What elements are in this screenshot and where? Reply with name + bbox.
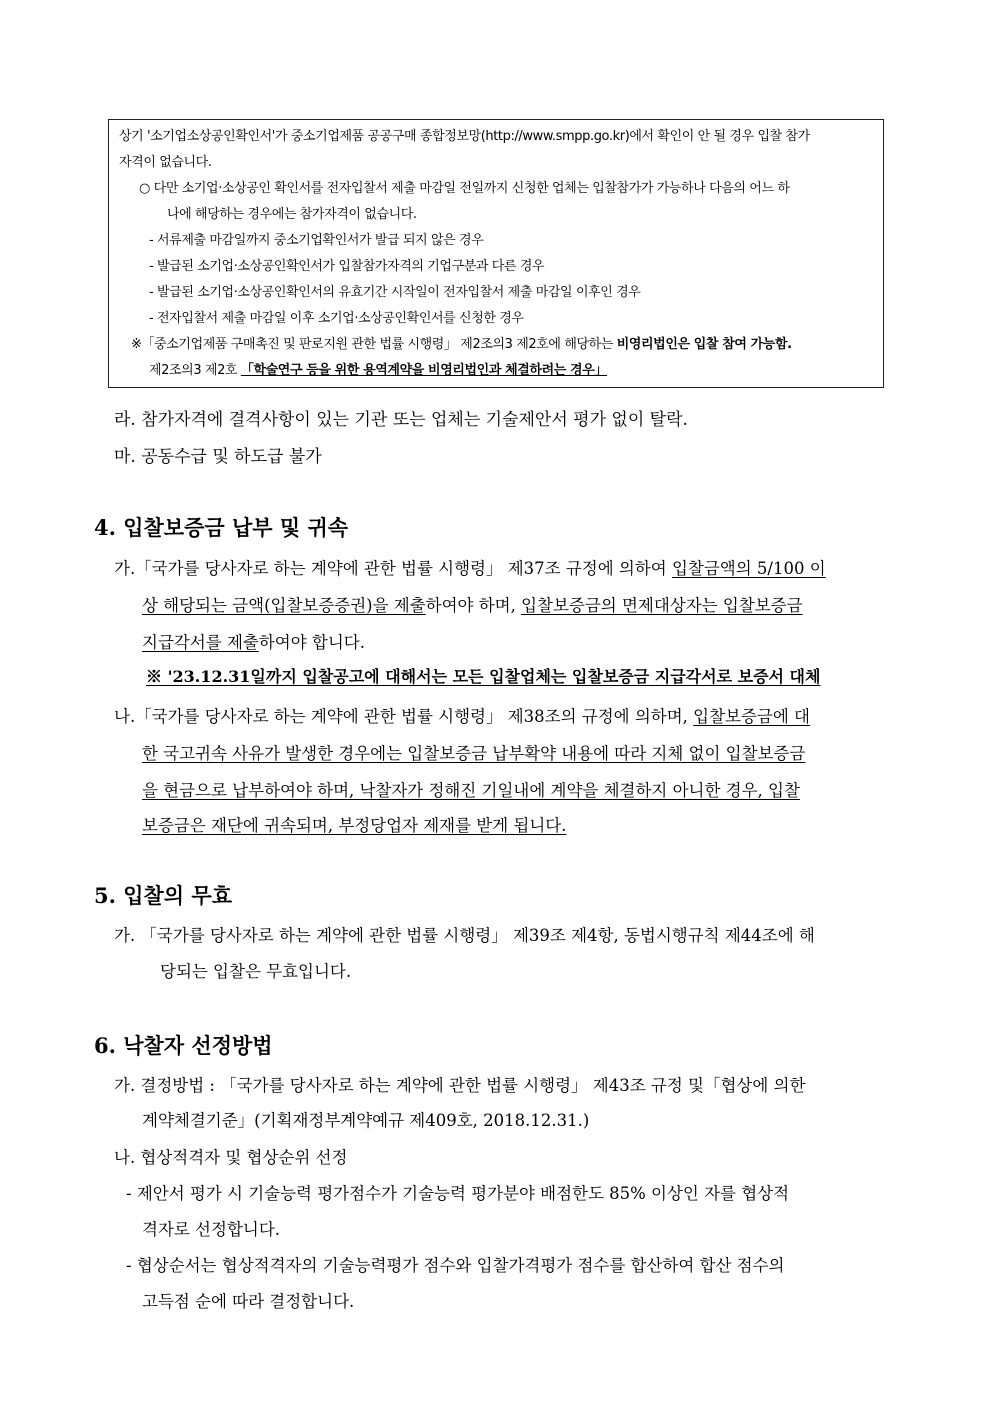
notice-line-10-emphasis: 「학술연구 등을 위한 용역계약을 비영리법인과 체결하려는 경우」 <box>240 363 607 378</box>
s4-ga-line-3-underline: 지급각서를 제출 <box>142 633 259 652</box>
s4-ga-line-1 <box>114 555 898 579</box>
notice-line-1: 상기 '소기업소상공인확인서'가 중소기업제품 공공구매 종합정보망(http://www.smpp.go.kr)에서 확인이 안 될 경우 입찰 참가 <box>119 129 810 144</box>
item-ra: 라. 참가자격에 결격사항이 있는 기관 또는 업체는 기술제안서 평가 없이 탈락. <box>114 410 688 430</box>
notice-box <box>108 119 884 388</box>
notice-line-7: - 발급된 소기업·소상공인확인서의 유효기간 시작일이 전자입찰서 제출 마감일 이후인 경우 <box>149 285 641 300</box>
item-ma: 마. 공동수급 및 하도급 불가 <box>114 447 322 467</box>
s4-na-line-1 <box>114 703 810 727</box>
notice-line-3: ○ 다만 소기업·소상공인 확인서를 전자입찰서 제출 마감일 전일까지 신청한 업체는 입찰참가가 가능하나 다음의 어느 하 <box>139 181 790 196</box>
s4-na-line-1-text: 나.「국가를 당사자로 하는 계약에 관한 법률 시행령」 제38조의 규정에 의하며, <box>114 707 694 726</box>
s4-na-line-2: 한 국고귀속 사유가 발생한 경우에는 입찰보증금 납부확약 내용에 따라 지체 없이 입찰보증금 <box>142 744 806 763</box>
s5-ga-line-2: 당되는 입찰은 무효입니다. <box>160 962 352 981</box>
s4-ga-line-2-text: 하여야 하며, <box>425 596 522 615</box>
notice-line-10 <box>149 358 607 384</box>
s4-ga-line-2-underline-a: 상 해당되는 금액(입찰보증증권)을 제출 <box>142 596 426 615</box>
notice-line-9-emphasis: 비영리법인은 입찰 참여 가능함. <box>616 337 792 352</box>
s4-na-line-4: 보증금은 재단에 귀속되며, 부정당업자 제재를 받게 됩니다. <box>142 816 567 835</box>
s6-ga-line-1: 가. 결정방법 : 「국가를 당사자로 하는 계약에 관한 법률 시행령」 제43조 규정 및「협상에 의한 <box>114 1076 806 1095</box>
s4-na-line-1-underline: 입찰보증금에 대 <box>693 707 810 726</box>
s6-dash-2-line-2: 고득점 순에 따라 결정합니다. <box>142 1292 355 1311</box>
notice-line-6: - 발급된 소기업·소상공인확인서가 입찰참가자격의 기업구분과 다른 경우 <box>149 259 545 274</box>
notice-line-4: 나에 해당하는 경우에는 참가자격이 없습니다. <box>167 207 417 222</box>
s4-note: ※ '23.12.31일까지 입찰공고에 대해서는 모든 입찰업체는 입찰보증금 지급각서로 보증서 대체 <box>146 667 821 686</box>
notice-line-8: - 전자입찰서 제출 마감일 이후 소기업·소상공인확인서를 신청한 경우 <box>149 311 524 326</box>
s4-ga-line-2 <box>142 592 803 616</box>
s6-dash-2-line-1: - 협상순서는 협상적격자의 기술능력평가 점수와 입찰가격평가 점수를 합산하여 합산 점수의 <box>126 1256 785 1275</box>
s4-na-line-3: 을 현금으로 납부하여야 하며, 낙찰자가 정해진 기일내에 계약을 체결하지 아니한 경우, 입찰 <box>142 781 800 800</box>
s6-dash-1-line-1: - 제안서 평가 시 기술능력 평가점수가 기술능력 평가분야 배점한도 85% 이상인 자를 협상적 <box>126 1184 790 1203</box>
s4-ga-line-2-underline-b: 입찰보증금의 면제대상자는 입찰보증금 <box>521 596 803 615</box>
s4-ga-line-1-text: 가.「국가를 당사자로 하는 계약에 관한 법률 시행령」 제37조 규정에 의하여 <box>114 559 672 578</box>
s4-ga-line-3 <box>142 629 365 653</box>
notice-line-2: 자격이 없습니다. <box>119 155 212 170</box>
notice-line-9 <box>131 332 792 358</box>
notice-line-9-text: ※「중소기업제품 구매촉진 및 판로지원 관한 법률 시행령」 제2조의3 제2호에 해당하는 <box>131 337 617 352</box>
section-6-heading: 6. 낙찰자 선정방법 <box>94 1033 273 1058</box>
notice-line-5: - 서류제출 마감일까지 중소기업확인서가 발급 되지 않은 경우 <box>149 233 484 248</box>
s4-ga-line-3-text: 하여야 합니다. <box>258 633 365 652</box>
notice-line-10-text: 제2조의3 제2호 <box>149 363 241 378</box>
s5-ga-line-1: 가. 「국가를 당사자로 하는 계약에 관한 법률 시행령」 제39조 제4항, 동법시행규칙 제44조에 해 <box>114 926 815 945</box>
s6-dash-1-line-2: 격자로 선정합니다. <box>142 1220 281 1239</box>
section-4-heading: 4. 입찰보증금 납부 및 귀속 <box>94 515 349 540</box>
section-5-heading: 5. 입찰의 무효 <box>94 883 232 908</box>
s4-ga-line-1-underline: 입찰금액의 5/100 이 <box>671 559 826 578</box>
s6-na: 나. 협상적격자 및 협상순위 선정 <box>114 1148 348 1167</box>
s6-ga-line-2: 계약체결기준」(기획재정부계약예규 제409호, 2018.12.31.) <box>142 1111 590 1130</box>
